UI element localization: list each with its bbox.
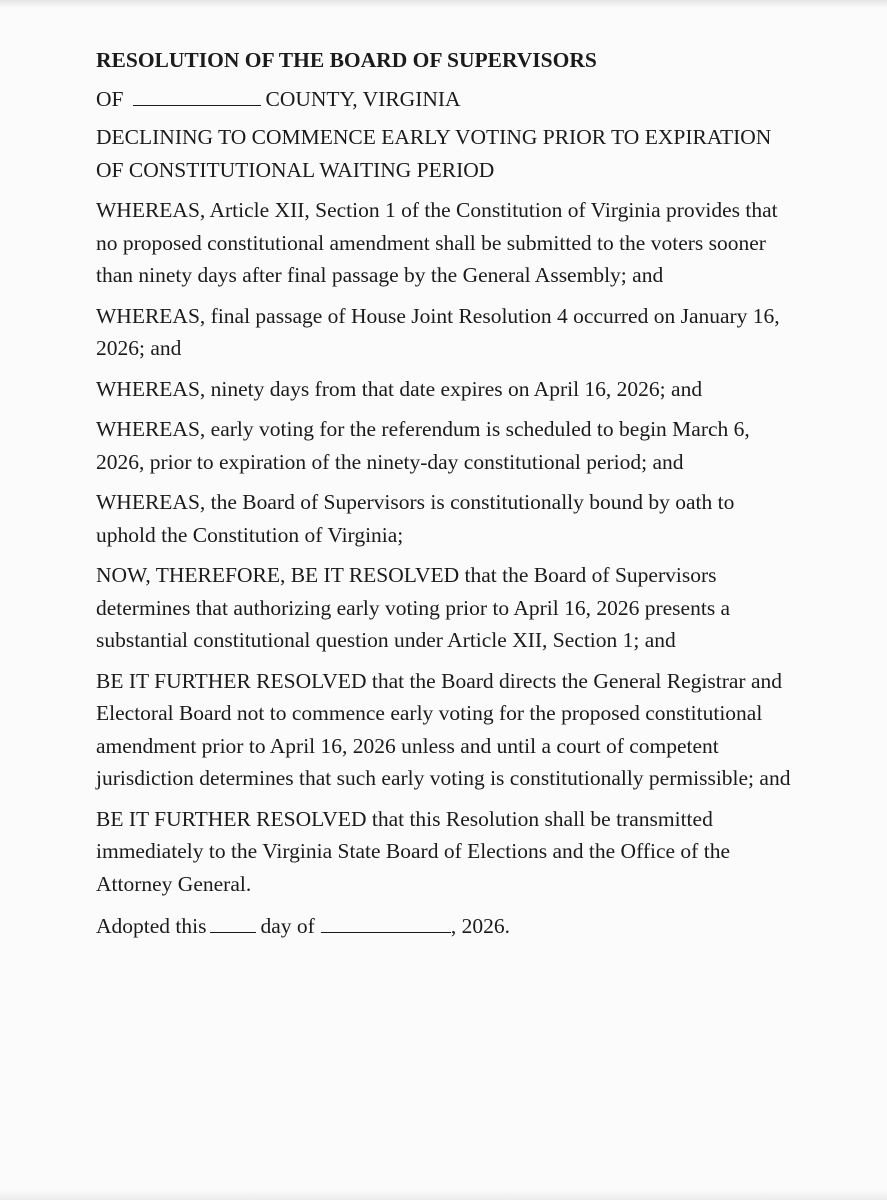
county-line-prefix: OF	[96, 86, 124, 111]
resolution-title: RESOLUTION OF THE BOARD OF SUPERVISORS	[96, 48, 597, 72]
whereas-early-voting-paragraph: WHEREAS, early voting for the referendum is scheduled to begin March 6, 2026, prior to expiration of the ninety-day constitutional period; and	[96, 417, 750, 474]
page-bottom-shadow	[0, 1190, 887, 1200]
adopted-line	[96, 910, 796, 943]
adopted-month-blank	[321, 912, 451, 933]
whereas-constitution-paragraph: WHEREAS, Article XII, Section 1 of the Constitution of Virginia provides that no proposed constitutional amendment shall be submitted to the voters sooner than ninety days after final passage by the General Assembly; and	[96, 198, 778, 287]
adopted-line-part3: , 2026.	[450, 914, 510, 938]
whereas-ninety-days-paragraph: WHEREAS, ninety days from that date expires on April 16, 2026; and	[96, 376, 703, 401]
adopted-line-part2: day of	[260, 914, 315, 938]
adopted-line-part1: Adopted this	[96, 914, 207, 938]
adopted-day-blank	[210, 912, 256, 933]
further-resolved-transmit-paragraph: BE IT FURTHER RESOLVED that this Resolution shall be transmitted immediately to the Virginia State Board of Elections and the Office of the Attorney General.	[96, 806, 730, 896]
resolved-paragraph: NOW, THEREFORE, BE IT RESOLVED that the Board of Supervisors determines that authorizing early voting prior to April 16, 2026 presents a substantial constitutional question under Article XII, Section 1; and	[96, 563, 731, 652]
county-name-blank	[133, 85, 261, 106]
resolution-document	[96, 44, 796, 951]
county-line-suffix: COUNTY, VIRGINIA	[265, 86, 461, 111]
county-line	[96, 83, 796, 116]
whereas-final-passage-paragraph: WHEREAS, final passage of House Joint Resolution 4 occurred on January 16, 2026; and	[96, 303, 780, 360]
resolution-subtitle: DECLINING TO COMMENCE EARLY VOTING PRIOR TO EXPIRATION OF CONSTITUTIONAL WAITING PERIOD	[96, 125, 772, 182]
page-top-shadow	[0, 0, 887, 8]
whereas-oath-paragraph: WHEREAS, the Board of Supervisors is constitutionally bound by oath to uphold the Constitution of Virginia;	[96, 490, 735, 547]
further-resolved-directive-paragraph: BE IT FURTHER RESOLVED that the Board directs the General Registrar and Electoral Board not to commence early voting for the proposed constitutional amendment prior to April 16, 2026 unless and until a court of competent jurisdiction determines that such early voting is constitutionally permissible; and	[96, 668, 791, 790]
